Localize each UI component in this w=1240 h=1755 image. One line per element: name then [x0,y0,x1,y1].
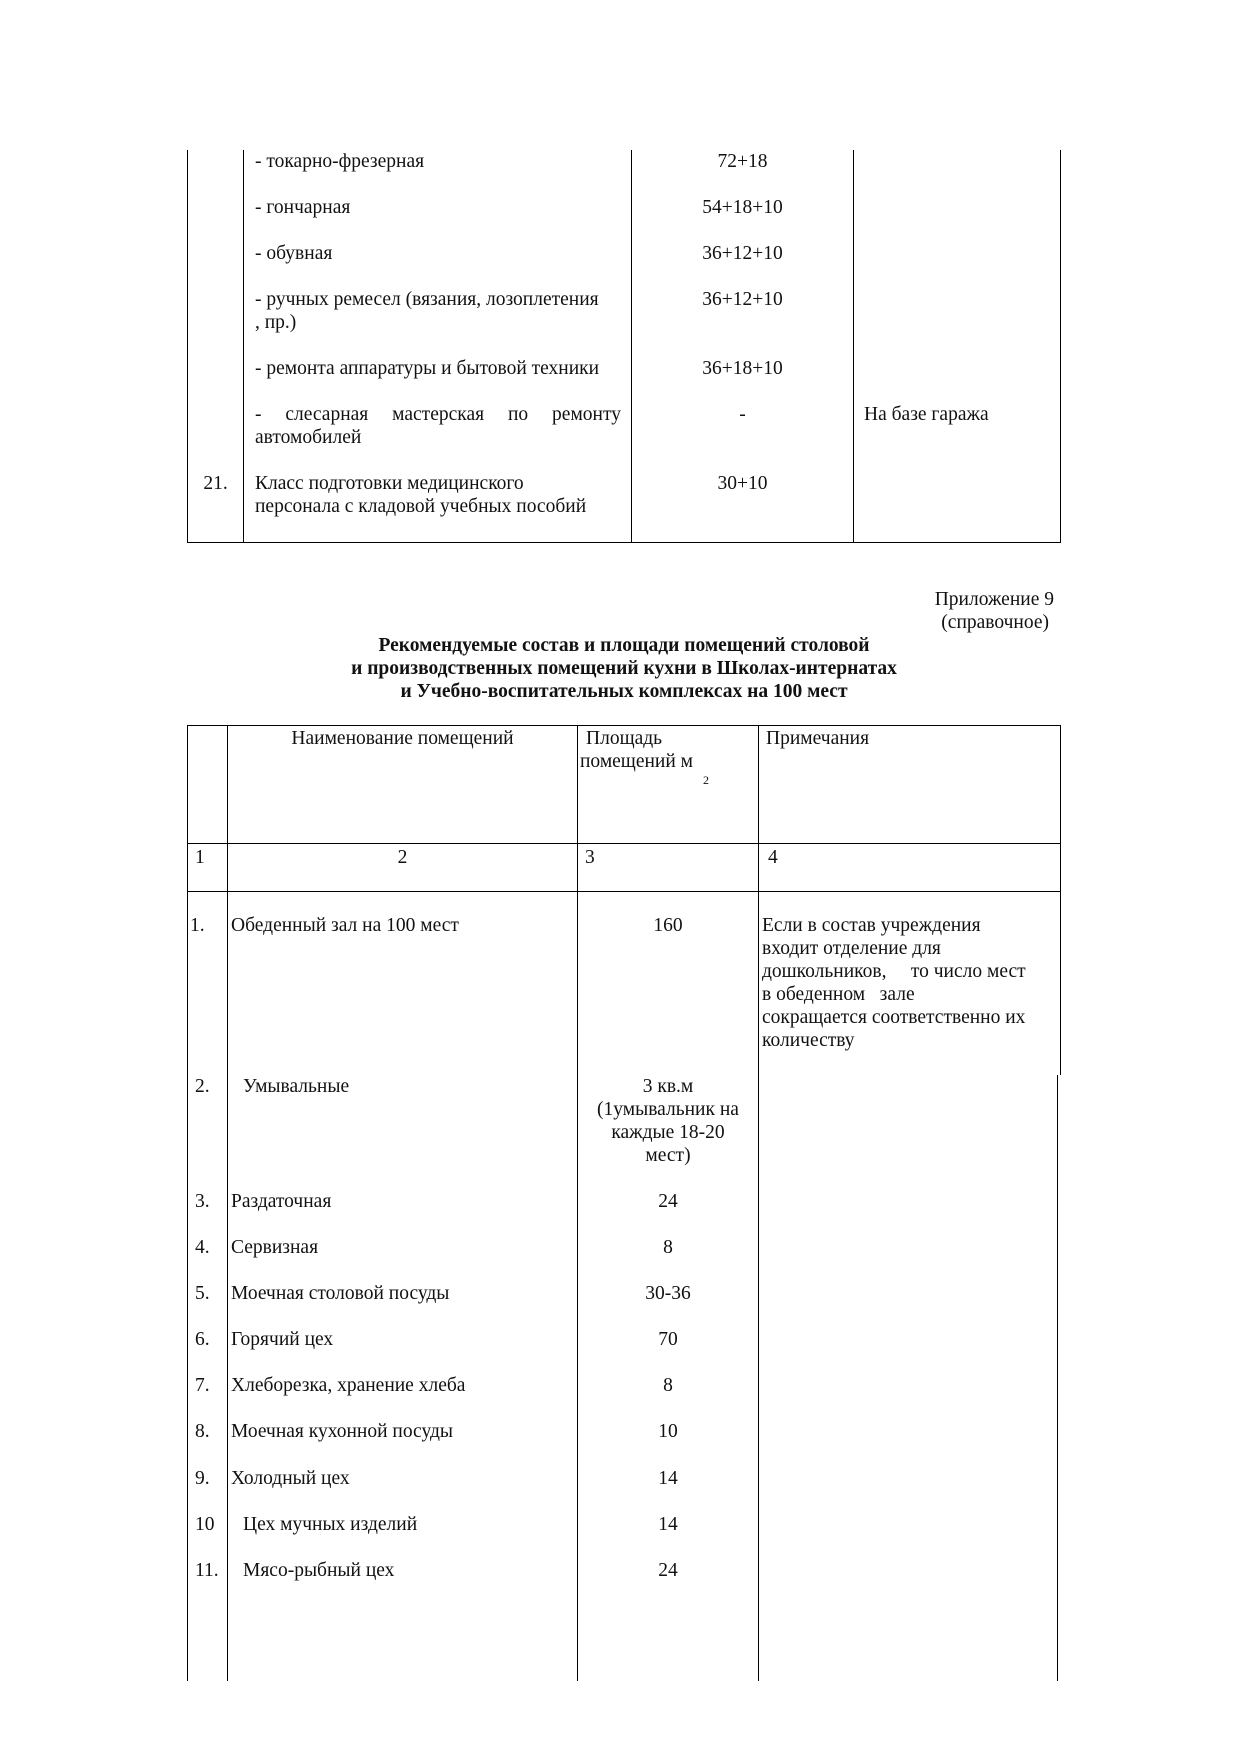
table-cell-name: Цех мучных изделий [243,1514,418,1535]
table-cell-area: 3 кв.м [642,1076,694,1097]
column-header-name: Наименование помещений [291,728,514,749]
table-row-continuation: автомобилей [255,427,362,448]
table-cell-name: Моечная столовой посуды [231,1283,450,1304]
table-cell-note: входит отделение для [762,938,941,959]
table-row: - токарно-фрезерная [255,151,425,172]
table-row-continuation: персонала с кладовой учебных пособий [255,496,587,517]
appendix-label: Приложение 9 [934,589,1054,610]
table-cell-area: 30+10 [717,473,768,494]
page-title-line-3: и Учебно-воспитательных комплексах на 100 мест [400,681,848,702]
column-header-area-line-2: помещений м [580,751,694,772]
table-cell-name: Обеденный зал на 100 мест [231,915,459,936]
table-cell-note: дошкольников, то число мест [762,961,1026,982]
table-1-divider-1 [243,150,244,543]
column-number: 3 [585,847,595,868]
column-header-note: Примечания [766,728,870,749]
appendix-sublabel: (справочное) [941,612,1049,633]
table-row-continuation: , пр.) [255,312,297,333]
table-cell-area: 10 [658,1421,678,1442]
table-cell-name: Холодный цех [231,1468,350,1489]
table-cell-area: 36+18+10 [702,358,783,379]
table-cell-name: Горячий цех [231,1329,334,1350]
table-cell-area: 36+12+10 [702,243,783,264]
table-cell-name: Умывальные [243,1076,350,1097]
table-cell-area: 24 [658,1191,678,1212]
table-cell-number: 9. [195,1468,210,1489]
table-cell-number: 21. [203,473,228,494]
table-2-border-left [187,725,188,1681]
table-cell-name: Хлеборезка, хранение хлеба [231,1375,466,1396]
table-row: Класс подготовки медицинского [255,473,524,494]
table-cell-name: Раздаточная [231,1191,332,1212]
table-2-divider-3 [758,725,759,1681]
column-number: 1 [195,847,205,868]
page-title: Рекомендуемые состав и площади помещений столовой [378,635,870,656]
table-cell-name: Моечная кухонной посуды [231,1421,454,1442]
table-row: - гончарная [255,197,351,218]
table-2-border-top [187,725,1061,726]
column-number: 4 [768,847,778,868]
table-cell-number: 8. [195,1421,210,1442]
table-cell-area: 14 [658,1514,678,1535]
table-cell-area: 14 [658,1468,678,1489]
table-2-border-right [1060,725,1061,1075]
table-2-numbers-bottom [187,891,1061,892]
table-cell-number: 4. [195,1237,210,1258]
table-cell-area: 70 [658,1329,678,1350]
table-cell-area: 30-36 [645,1283,691,1304]
table-row: - слесарная мастерская по ремонту [255,404,621,425]
table-cell-number: 3. [195,1191,210,1212]
table-cell-area: каждые 18-20 [611,1122,725,1143]
table-1-divider-3 [853,150,854,543]
table-cell-name: Сервизная [231,1237,319,1258]
column-number: 2 [397,847,408,868]
table-cell-note: Если в состав учреждения [762,915,981,936]
table-cell-number: 6. [195,1329,210,1350]
page-title-line-2: и производственных помещений кухни в Школах-интернатах [351,658,897,679]
table-row: - обувная [255,243,333,264]
table-2-border-right-lower [1057,1075,1058,1681]
table-cell-note: количеству [762,1030,855,1051]
table-cell-number: 1. [190,915,205,936]
table-cell-area: 8 [663,1375,673,1396]
table-row: - ручных ремесел (вязания, лозоплетения [255,289,599,310]
table-1-border-bottom [187,542,1061,543]
table-2-header-bottom [187,843,1061,844]
column-header-area-superscript: 2 [703,773,709,787]
column-header-area: Площадь [586,728,663,749]
table-cell-area: 54+18+10 [702,197,783,218]
table-cell-note: На базе гаража [864,404,989,425]
table-cell-number: 2. [195,1076,210,1097]
table-cell-number: 11. [195,1560,219,1581]
table-cell-note: сокращается соответственно их [762,1007,1026,1028]
table-cell-area: 160 [653,915,683,936]
table-cell-area: (1умывальник на [597,1099,739,1120]
table-cell-area: - [739,404,746,425]
table-row: - ремонта аппаратуры и бытовой техники [255,358,600,379]
table-cell-area: 24 [658,1560,678,1581]
table-cell-area: 8 [663,1237,673,1258]
table-cell-number: 10 [195,1514,215,1535]
table-cell-name: Мясо-рыбный цех [243,1560,395,1581]
table-cell-number: 5. [195,1283,210,1304]
table-1-border-right [1060,150,1061,543]
table-cell-note: в обеденном зале [762,984,915,1005]
table-cell-area: 36+12+10 [702,289,783,310]
table-cell-area: мест) [645,1145,691,1166]
table-cell-area: 72+18 [717,151,768,172]
table-cell-number: 7. [195,1375,210,1396]
